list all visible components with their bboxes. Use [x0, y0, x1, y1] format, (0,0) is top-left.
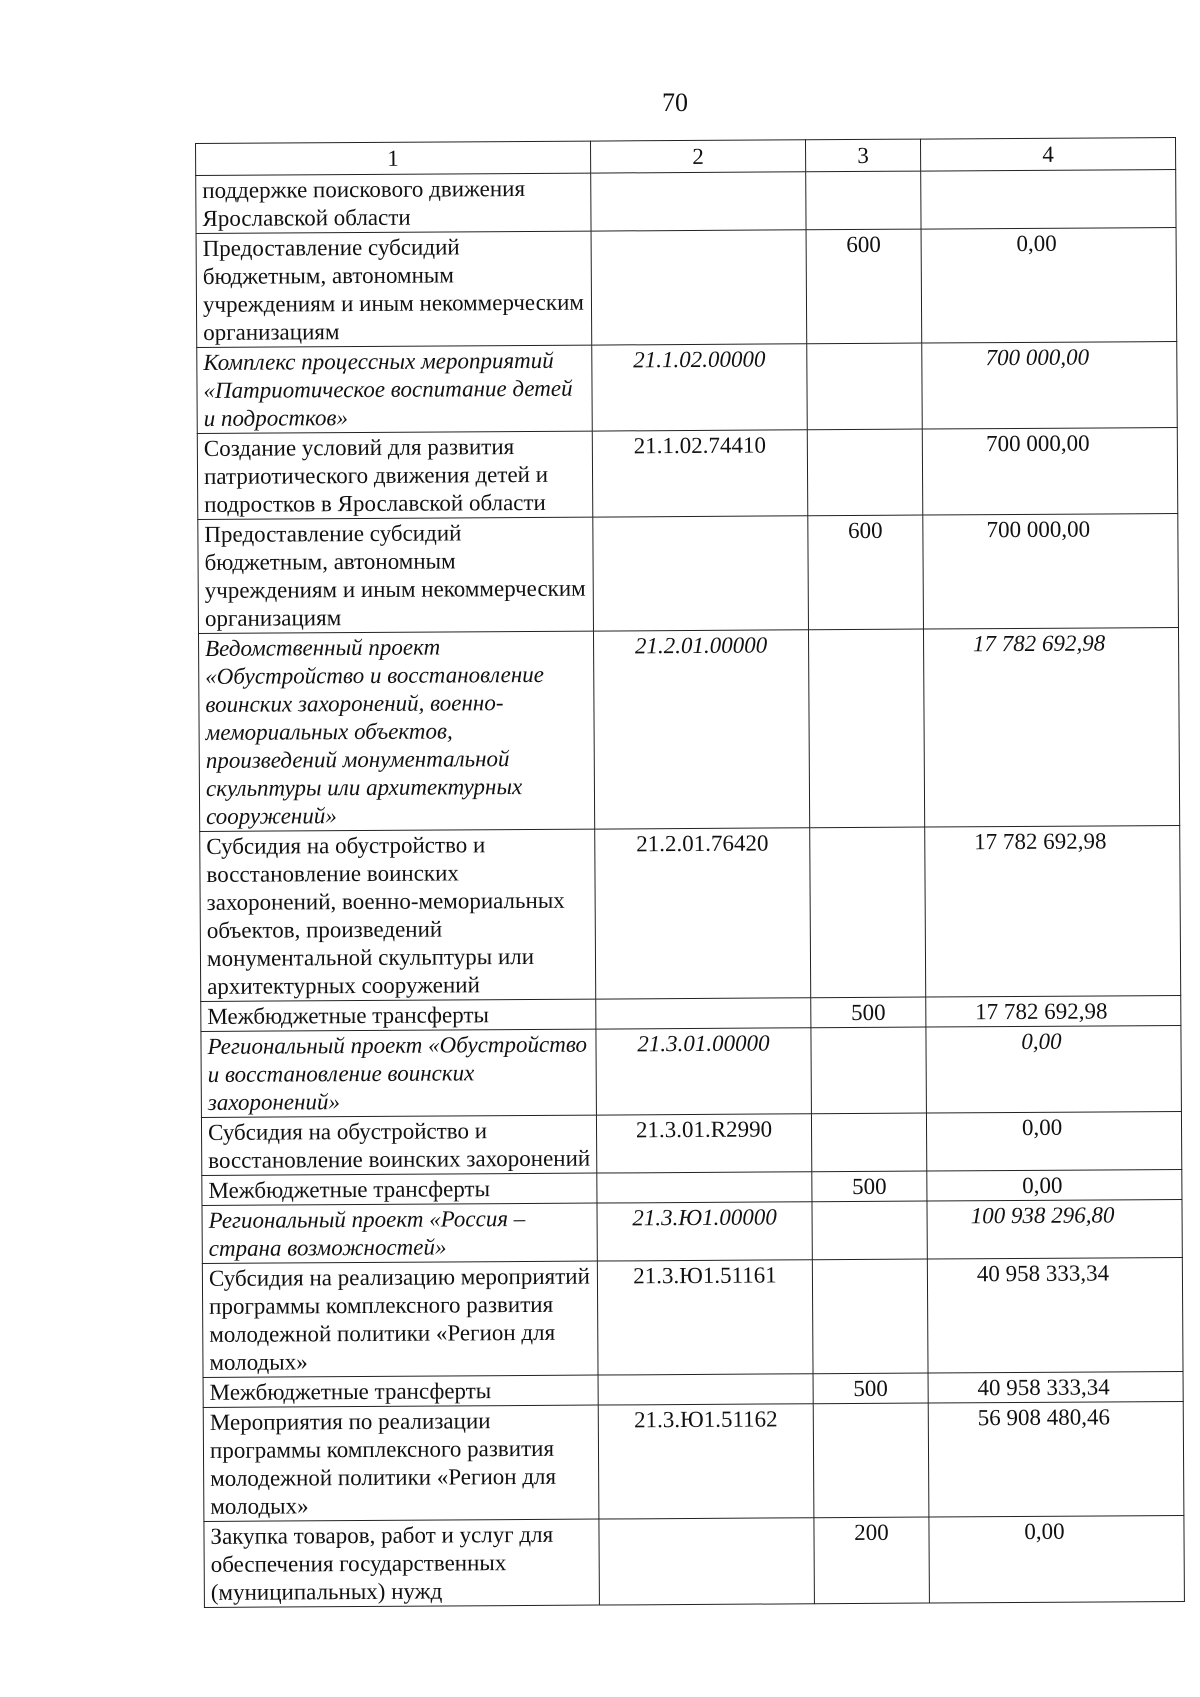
table-row — [202, 1199, 1182, 1263]
row-sum-cell: 100 938 296,80 — [927, 1199, 1182, 1259]
budget-table — [195, 137, 1185, 1608]
row-expense-type-cell: 600 — [806, 229, 922, 344]
row-name-cell: Региональный проект «Обустройство и восстановление воинских захоронений» — [201, 1029, 597, 1117]
row-code-cell — [597, 1172, 812, 1203]
row-name-cell: Закупка товаров, работ и услуг для обеспечения государственных (муниципальных) нужд — [204, 1519, 600, 1607]
row-name-cell: Межбюджетные трансферты — [202, 1173, 597, 1205]
row-code-cell: 21.3.Ю1.51161 — [597, 1260, 813, 1375]
table-row — [197, 428, 1178, 520]
row-code-cell: 21.3.01.R2990 — [596, 1114, 811, 1173]
row-sum-cell: 0,00 — [926, 1111, 1181, 1171]
table-row — [203, 1401, 1184, 1521]
row-expense-type-cell — [812, 1201, 927, 1260]
table-row — [202, 1257, 1183, 1377]
table-row — [200, 825, 1181, 1001]
column-header-2: 2 — [590, 140, 805, 173]
row-expense-type-cell — [812, 1259, 928, 1374]
row-code-cell: 21.3.Ю1.51162 — [598, 1404, 814, 1519]
table-row — [198, 628, 1179, 832]
row-expense-type-cell: 500 — [812, 1171, 927, 1202]
row-name-cell: Предоставление субсидий бюджетным, автономным учреждениям и иным некоммерческим организациям — [196, 231, 592, 347]
row-sum-cell: 0,00 — [926, 1025, 1182, 1113]
table-row — [197, 342, 1178, 434]
row-name-cell: Субсидия на реализацию мероприятий программы комплексного развития молодежной политики «Регион для молодых» — [202, 1261, 598, 1377]
row-expense-type-cell — [810, 827, 926, 998]
row-sum-cell: 0,00 — [929, 1515, 1185, 1603]
table-row — [201, 1111, 1181, 1175]
row-expense-type-cell: 200 — [814, 1517, 930, 1604]
row-code-cell — [591, 230, 807, 345]
row-expense-type-cell — [811, 1113, 926, 1172]
row-sum-cell: 17 782 692,98 — [923, 628, 1179, 828]
row-name-cell: Субсидия на обустройство и восстановление воинских захоронений, военно-мемориальных объектов, произведений монументальной скульптуры или архитектурных сооружений — [200, 829, 596, 1001]
row-sum-cell: 40 958 333,34 — [928, 1371, 1183, 1403]
row-expense-type-cell — [813, 1403, 929, 1518]
row-sum-cell — [921, 170, 1176, 230]
row-code-cell — [599, 1518, 815, 1605]
table-row — [204, 1515, 1185, 1607]
row-code-cell — [593, 516, 809, 631]
column-header-4: 4 — [920, 138, 1175, 172]
row-code-cell: 21.1.02.74410 — [592, 430, 808, 517]
row-name-cell: Субсидия на обустройство и восстановление воинских захоронений — [201, 1115, 596, 1175]
row-sum-cell: 17 782 692,98 — [926, 995, 1181, 1027]
row-name-cell: Региональный проект «Россия – страна возможностей» — [202, 1203, 597, 1263]
row-code-cell — [591, 172, 806, 231]
row-expense-type-cell — [807, 429, 923, 516]
row-sum-cell: 0,00 — [921, 228, 1177, 344]
row-sum-cell: 700 000,00 — [922, 428, 1178, 516]
row-name-cell: Межбюджетные трансферты — [201, 999, 596, 1031]
column-header-1: 1 — [196, 141, 591, 175]
table-row — [201, 1025, 1182, 1117]
row-code-cell: 21.2.01.76420 — [595, 828, 811, 999]
row-name-cell: Ведомственный проект «Обустройство и восстановление воинских захоронений, военно-мемориальных объектов, произведений монументальной скульптуры или архитектурных сооружений» — [198, 631, 594, 831]
row-sum-cell: 700 000,00 — [922, 342, 1178, 430]
row-sum-cell: 0,00 — [927, 1169, 1182, 1201]
row-expense-type-cell: 600 — [808, 515, 924, 630]
table-row — [196, 170, 1176, 234]
row-code-cell: 21.1.02.00000 — [592, 344, 808, 431]
row-code-cell: 21.3.Ю1.00000 — [597, 1202, 812, 1261]
row-expense-type-cell: 500 — [813, 1373, 928, 1404]
page-number: 70 — [662, 88, 688, 117]
row-name-cell: Предоставление субсидий бюджетным, автономным учреждениям и иным некоммерческим организациям — [198, 517, 594, 633]
row-code-cell: 21.2.01.00000 — [593, 630, 809, 829]
row-expense-type-cell — [807, 343, 923, 430]
row-name-cell: Мероприятия по реализации программы комплексного развития молодежной политики «Регион для молодых» — [203, 1405, 599, 1521]
row-code-cell: 21.3.01.00000 — [596, 1028, 812, 1115]
row-name-cell: Комплекс процессных мероприятий «Патриотическое воспитание детей и подростков» — [197, 345, 593, 433]
row-name-cell: поддержке поискового движения Ярославской области — [196, 173, 591, 233]
row-code-cell — [596, 998, 811, 1029]
row-sum-cell: 700 000,00 — [923, 514, 1179, 630]
row-expense-type-cell — [806, 171, 921, 230]
row-name-cell: Межбюджетные трансферты — [203, 1375, 598, 1407]
row-name-cell: Создание условий для развития патриотического движения детей и подростков в Ярославской области — [197, 431, 593, 519]
row-code-cell — [598, 1374, 813, 1405]
table-row — [198, 514, 1179, 634]
table-row — [196, 228, 1177, 348]
row-expense-type-cell: 500 — [811, 997, 926, 1028]
table-body — [196, 170, 1185, 1608]
row-sum-cell: 40 958 333,34 — [927, 1257, 1183, 1373]
row-expense-type-cell — [811, 1027, 927, 1114]
column-header-3: 3 — [805, 139, 920, 172]
row-expense-type-cell — [808, 629, 924, 828]
row-sum-cell: 56 908 480,46 — [928, 1401, 1184, 1517]
row-sum-cell: 17 782 692,98 — [925, 825, 1181, 997]
